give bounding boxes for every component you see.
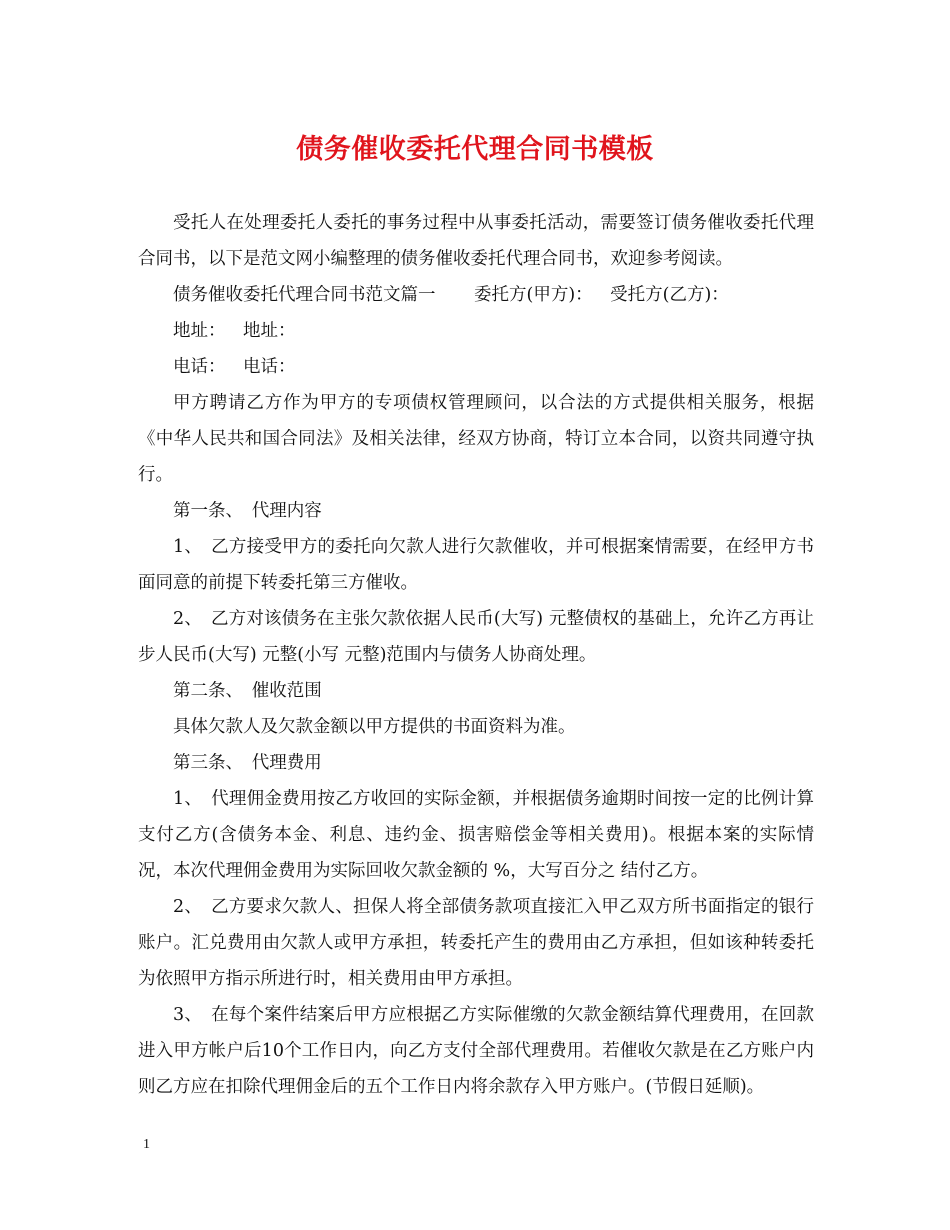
party-a-label: 委托方(甲方)： <box>474 285 593 305</box>
phone-b-label: 电话： <box>243 357 296 377</box>
article2-heading: 第二条、 催收范围 <box>173 681 322 701</box>
address-line <box>138 313 814 349</box>
phone-a-label: 电话： <box>173 357 226 377</box>
article3-item2: 2、 乙方要求欠款人、担保人将全部债务款项直接汇入甲乙双方所书面指定的银行账户。汇兑费用由欠款人或甲方承担，转委托产生的费用由乙方承担，但如该种转委托为依照甲方指示所进行时，相关费用由甲方承担。 <box>138 897 814 989</box>
article2-text: 具体欠款人及欠款金额以甲方提供的书面资料为准。 <box>173 717 576 737</box>
document-title: 债务催收委托代理合同书模板 <box>296 134 654 165</box>
page-number: 1 <box>143 1137 150 1152</box>
parties-line <box>138 277 814 313</box>
preamble-paragraph: 甲方聘请乙方作为甲方的专项债权管理顾问，以合法的方式提供相关服务，根据《中华人民共和国合同法》及相关法律，经双方协商，特订立本合同，以资共同遵守执行。 <box>138 393 814 485</box>
article1-heading: 第一条、 代理内容 <box>173 501 322 521</box>
party-b-label: 受托方(乙方)： <box>610 285 729 305</box>
subtitle: 债务催收委托代理合同书范文篇一 <box>173 285 436 305</box>
intro-paragraph: 受托人在处理委托人委托的事务过程中从事委托活动，需要签订债务催收委托代理合同书，以下是范文网小编整理的债务催收委托代理合同书，欢迎参考阅读。 <box>138 213 814 269</box>
article3-heading: 第三条、 代理费用 <box>173 753 322 773</box>
address-b-label: 地址： <box>243 321 296 341</box>
article1-item2: 2、 乙方对该债务在主张欠款依据人民币(大写) 元整债权的基础上，允许乙方再让步人民币(大写) 元整(小写 元整)范围内与债务人协商处理。 <box>138 609 814 665</box>
article3-item1: 1、 代理佣金费用按乙方收回的实际金额，并根据债务逾期时间按一定的比例计算支付乙方(含债务本金、利息、违约金、损害赔偿金等相关费用)。根据本案的实际情况，本次代理佣金费用为实际回收欠款金额的 %，大写百分之 结付乙方。 <box>138 789 814 881</box>
document-body <box>138 205 814 1105</box>
article1-item1: 1、 乙方接受甲方的委托向欠款人进行欠款催收，并可根据案情需要，在经甲方书面同意的前提下转委托第三方催收。 <box>138 537 814 593</box>
phone-line <box>138 349 814 385</box>
article3-item3: 3、 在每个案件结案后甲方应根据乙方实际催缴的欠款金额结算代理费用，在回款进入甲方帐户后10个工作日内，向乙方支付全部代理费用。若催收欠款是在乙方账户内则乙方应在扣除代理佣金后的五个工作日内将余款存入甲方账户。(节假日延顺)。 <box>138 1005 814 1097</box>
address-a-label: 地址： <box>173 321 226 341</box>
